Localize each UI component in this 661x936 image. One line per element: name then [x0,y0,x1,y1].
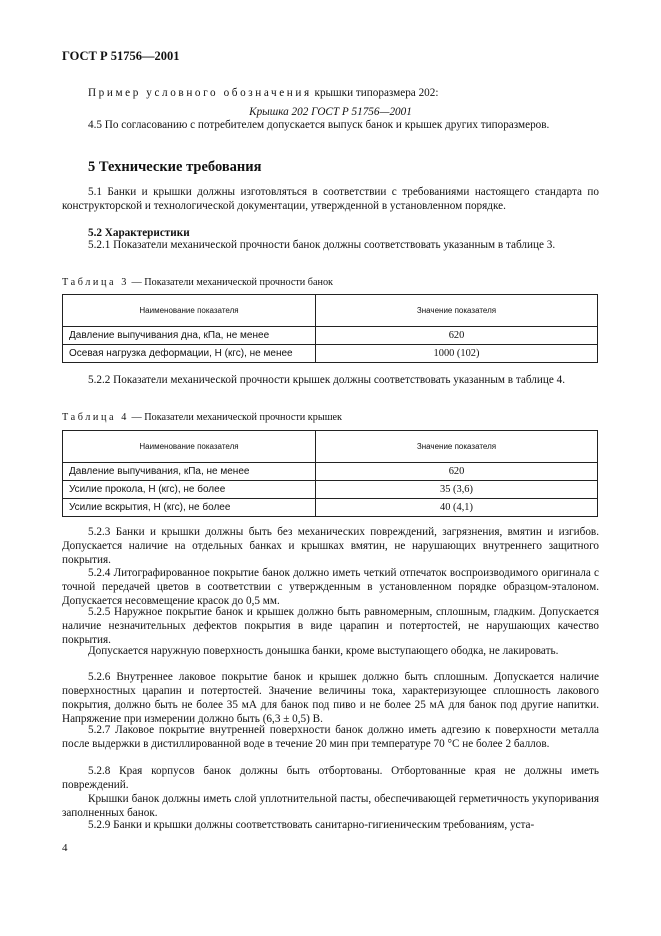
table-cell-name: Осевая нагрузка деформации, Н (кгс), не менее [63,345,316,363]
section-title: 5 Технические требования [88,159,262,175]
table-cell-value: 1000 (102) [316,345,598,363]
table-header-row [63,431,598,463]
example-label: Пример условного обозначения [88,87,312,99]
table-cell-name: Давление выпучивания дна, кПа, не менее [63,327,316,345]
paragraph-5-2-4: 5.2.4 Литографированное покрытие банок должно иметь четкий отпечаток воспроизводимого оригинала с точной передачей цветов в соответствии с утвержденным в установленном порядке образцом-эталоном. Допускается несовмещение красок до 0,5 мм. [62,567,599,607]
paragraph-5-2-3: 5.2.3 Банки и крышки должны быть без механических повреждений, загрязнения, вмятин и изгибов. Допускается наличие на отдельных банках и крышках вмятин, не нарушающих внутреннего защитного покрытия. [62,526,599,566]
paragraph-5-2-8-cont: Крышки банок должны иметь слой уплотнительной пасты, обеспечивающей герметичность укупоривания заполненных банок. [62,793,599,819]
table-header-cell: Значение показателя [316,295,598,327]
paragraph-5-2-5-cont: Допускается наружную поверхность донышка банки, кроме выступающего ободка, не лакировать. [88,645,559,657]
paragraph-5-2-8: 5.2.8 Края корпусов банок должны быть отбортованы. Отбортованные края не должны иметь повреждений. [62,765,599,791]
table-cell-value: 40 (4,1) [316,499,598,517]
table-cell-name: Усилие вскрытия, Н (кгс), не более [63,499,316,517]
paragraph-5-2-7: 5.2.7 Лаковое покрытие внутренней поверхности банок должно иметь адгезию к поверхности металла после выдержки в дистиллированной воде в течение 20 мин при температуре 70 °С не более 2 баллов. [62,724,599,750]
table-cell-name: Усилие прокола, Н (кгс), не более [63,481,316,499]
table-cell-value: 620 [316,463,598,481]
paragraph-5-2-title: 5.2 Характеристики [88,227,190,239]
table-header-cell: Значение показателя [316,431,598,463]
example-text: крышки типоразмера 202: [311,87,439,99]
paragraph-5-2-9: 5.2.9 Банки и крышки должны соответствовать санитарно-гигиеническим требованиям, уста- [88,819,535,831]
table-header-cell: Наименование показателя [63,431,316,463]
table-header-cell: Наименование показателя [63,295,316,327]
table-row [63,345,598,363]
table-3 [62,294,598,363]
table-4 [62,430,598,517]
table-cell-name: Давление выпучивания, кПа, не менее [63,463,316,481]
table-row [63,463,598,481]
page-number: 4 [62,842,68,854]
paragraph-5-2-2: 5.2.2 Показатели механической прочности крышек должны соответствовать указанным в таблице 4. [88,374,566,386]
paragraph-5-2-6: 5.2.6 Внутреннее лаковое покрытие банок и крышек должно быть сплошным. Допускается наличие поверхностных царапин и потертостей. Значение величины тока, характеризующее сплошность лакового покрытия, должно быть не более 35 мА для банок под пиво и не более 25 мА для банок под другие напитки. Напряжение при измерении должно быть (6,3 ± 0,5) В. [62,671,599,725]
table-row [63,327,598,345]
table-cell-value: 620 [316,327,598,345]
paragraph-5-2-5: 5.2.5 Наружное покрытие банок и крышек должно быть равномерным, сплошным, гладким. Допускается наличие незначительных дефектов покрытия в виде царапин и потертостей, не нарушающих качество покрытия. [62,606,599,646]
table3-caption [62,277,333,288]
table-row [63,499,598,517]
example-line [62,86,599,100]
paragraph-5-1: 5.1 Банки и крышки должны изготовляться в соответствии с требованиями настоящего стандарта по конструкторской и технологической документации, утвержденной в установленном порядке. [62,186,599,212]
table3-title: — Показатели механической прочности банок [128,277,334,288]
paragraph-4-5: 4.5 По согласованию с потребителем допускается выпуск банок и крышек других типоразмеров. [88,119,550,131]
table-row [63,481,598,499]
table3-label: Таблица 3 [62,277,129,288]
example-designation: Крышка 202 ГОСТ Р 51756—2001 [249,106,412,118]
table-header-row [63,295,598,327]
table-cell-value: 35 (3,6) [316,481,598,499]
paragraph-5-2-1: 5.2.1 Показатели механической прочности банок должны соответствовать указанным в таблице 3. [88,239,556,251]
table4-caption [62,412,342,423]
table4-label: Таблица 4 [62,412,129,423]
table4-title: — Показатели механической прочности крышек [128,412,343,423]
document-header: ГОСТ Р 51756—2001 [62,49,180,63]
